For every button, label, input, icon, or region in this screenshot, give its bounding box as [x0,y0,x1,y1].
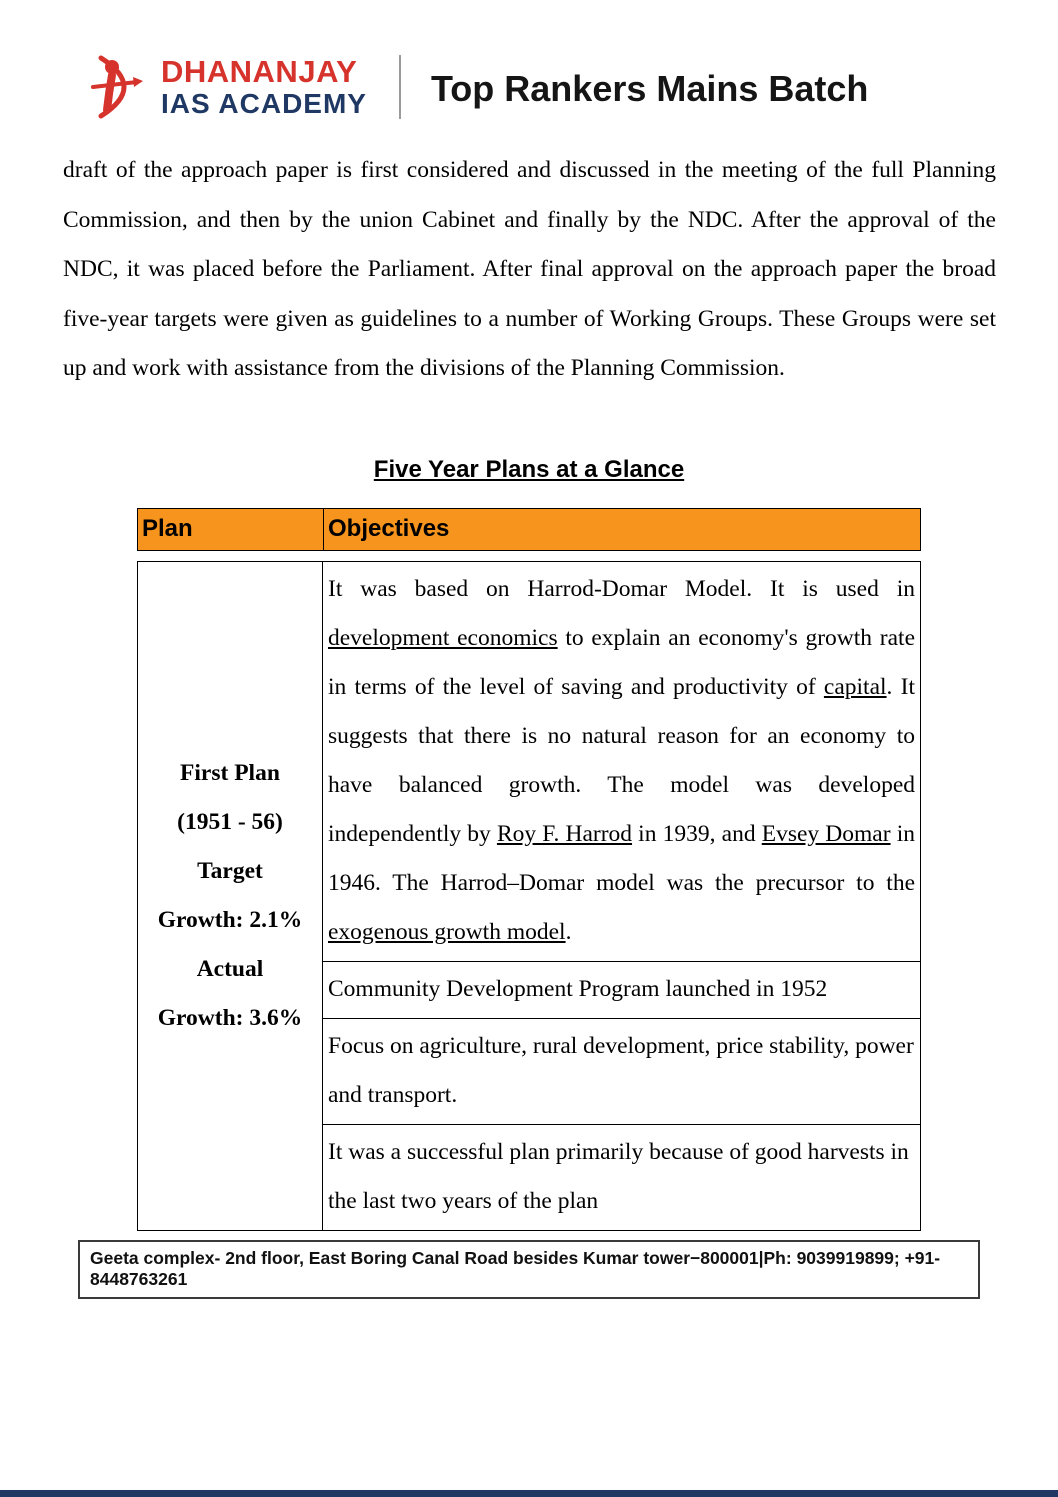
hyperlink-text[interactable]: Roy F. Harrod [496,820,633,847]
hyperlink-text[interactable]: Evsey Domar [761,820,891,847]
footer-address-bar: Geeta complex- 2nd floor, East Boring Canal Road besides Kumar tower−800001|Ph: 9039919899; +91-8448763261 [78,1240,980,1299]
objective-item [323,1019,920,1125]
text-segment: It was a successful plan primarily because of good harvests in the last two years of the plan [328,1138,909,1214]
five-year-plans-table [137,508,921,1231]
plan-line: Growth: 3.6% [157,1004,303,1031]
text-segment: Focus on agriculture, rural development, price stability, power and transport. [328,1032,914,1108]
objective-item [323,962,920,1019]
table-body [137,561,921,1231]
logo-subname-line: IAS ACADEMY [161,87,367,119]
text-segment: in 1946. The Harrod–Domar model was the precursor to the [328,820,915,896]
plan-line: Actual [196,955,264,982]
header-divider [399,55,401,119]
page-header [0,0,1058,122]
objective-paragraph [323,562,920,962]
plan-cell-lines [158,749,302,1043]
intro-paragraph: draft of the approach paper is first considered and discussed in the meeting of the full Planning Commission, and then by the union Cabinet and finally by the NDC. After the approval of the NDC, it was placed before the Parliament. After final approval on the approach paper the broad five-year targets were given as guidelines to a number of Working Groups. These Groups were set up and work with assistance from the divisions of the Planning Commission. [63,157,996,381]
academy-logo [85,52,367,122]
academy-logo-text [161,55,367,119]
hyperlink-text[interactable]: development economics [328,624,558,651]
table-header-row [137,508,921,551]
plan-line: Target [197,857,263,884]
plan-cell [138,562,323,1230]
plan-column-header: Plan [142,514,193,542]
page-bottom-rule [0,1490,1058,1497]
plan-line: First Plan [180,759,280,786]
objectives-column [323,562,920,1230]
text-segment: to explain an economy's growth rate in terms of the level of saving and productivity of [328,624,915,700]
objectives-column-header: Objectives [323,509,920,550]
text-segment: . [565,918,572,945]
text-segment: in 1939, and [632,820,762,847]
text-segment: . It suggests that there is no natural reason for an economy to have balanced growth. The model was developed independently by [328,673,915,847]
objective-item [323,1125,920,1230]
hyperlink-text[interactable]: capital [823,673,887,700]
text-segment: It was based on Harrod-Domar Model. It is used in [328,575,915,602]
batch-title: Top Rankers Mains Batch [430,68,869,109]
archer-bow-icon [85,52,155,122]
section-title: Five Year Plans at a Glance [373,455,685,483]
hyperlink-text[interactable]: exogenous growth model [328,918,566,945]
logo-name-line: DHANANJAY [161,54,358,90]
text-segment: Community Development Program launched in 1952 [328,975,828,1002]
plan-line: (1951 - 56) [177,808,283,835]
plan-line: Growth: 2.1% [157,906,303,933]
